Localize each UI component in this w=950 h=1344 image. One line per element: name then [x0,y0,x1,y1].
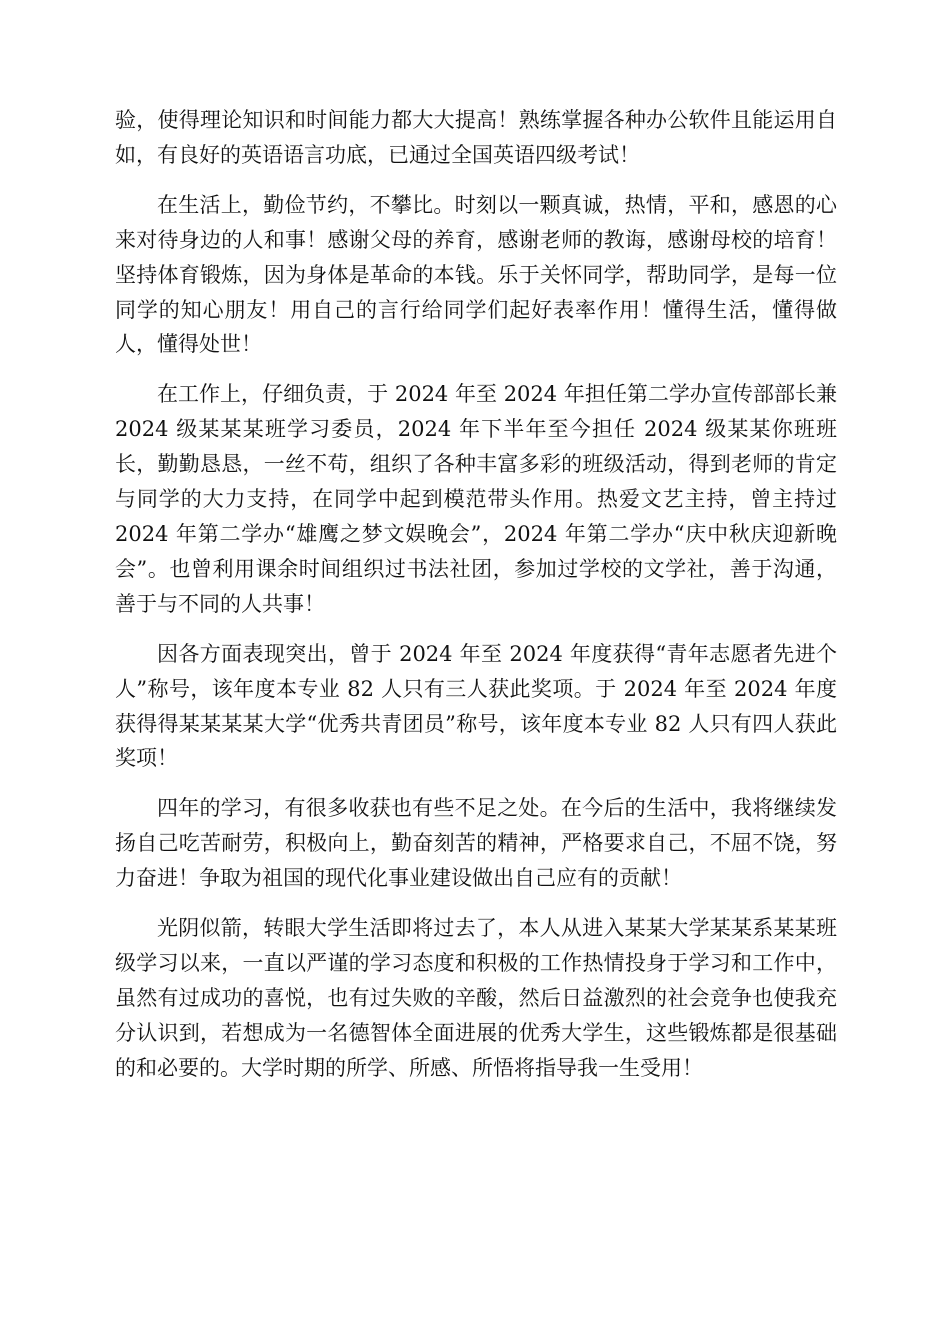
paragraph: 在工作上，仔细负责，于 2024 年至 2024 年担任第二学办宣传部部长兼 2024 级某某某班学习委员，2024 年下半年至今担任 2024 级某某你班班长，勤勤恳恳，一丝不苟，组织了各种丰富多彩的班级活动，得到老师的肯定与同学的大力支持，在同学中起到模范带头作用。热爱文艺主持，曾主持过 2024 年第二学办“雄鹰之梦文娱晚会”，2024 年第二学办“庆中秋庆迎新晚会”。也曾利用课余时间组织过书法社团，参加过学校的文学社，善于沟通，善于与不同的人共事！ [115,382,837,616]
paragraph: 在生活上，勤俭节约，不攀比。时刻以一颗真诚，热情，平和，感恩的心来对待身边的人和事！感谢父母的养育，感谢老师的教诲，感谢母校的培育！坚持体育锻炼，因为身体是革命的本钱。乐于关怀同学，帮助同学，是每一位同学的知心朋友！用自己的言行给同学们起好表率作用！懂得生活，懂得做人，懂得处世！ [115,192,837,357]
paragraph: 验，使得理论知识和时间能力都大大提高！熟练掌握各种办公软件且能运用自如，有良好的英语语言功底，已通过全国英语四级考试！ [115,108,837,167]
paragraph: 光阴似箭，转眼大学生活即将过去了，本人从进入某某大学某某系某某班级学习以来，一直以严谨的学习态度和积极的工作热情投身于学习和工作中，虽然有过成功的喜悦，也有过失败的辛酸，然后日益激烈的社会竞争也使我充分认识到，若想成为一名德智体全面进展的优秀大学生，这些锻炼都是很基础的和必要的。大学时期的所学、所感、所悟将指导我一生受用！ [115,916,837,1080]
paragraph: 四年的学习，有很多收获也有些不足之处。在今后的生活中，我将继续发扬自己吃苦耐劳，积极向上，勤奋刻苦的精神，严格要求自己，不屈不饶，努力奋进！争取为祖国的现代化事业建设做出自己应有的贡献！ [115,796,837,891]
document-body [115,103,837,1101]
paragraph: 因各方面表现突出，曾于 2024 年至 2024 年度获得“青年志愿者先进个人”称号，该年度本专业 82 人只有三人获此奖项。于 2024 年至 2024 年度获得得某某某某大学“优秀共青团员”称号，该年度本专业 82 人只有四人获此奖项！ [115,641,837,771]
